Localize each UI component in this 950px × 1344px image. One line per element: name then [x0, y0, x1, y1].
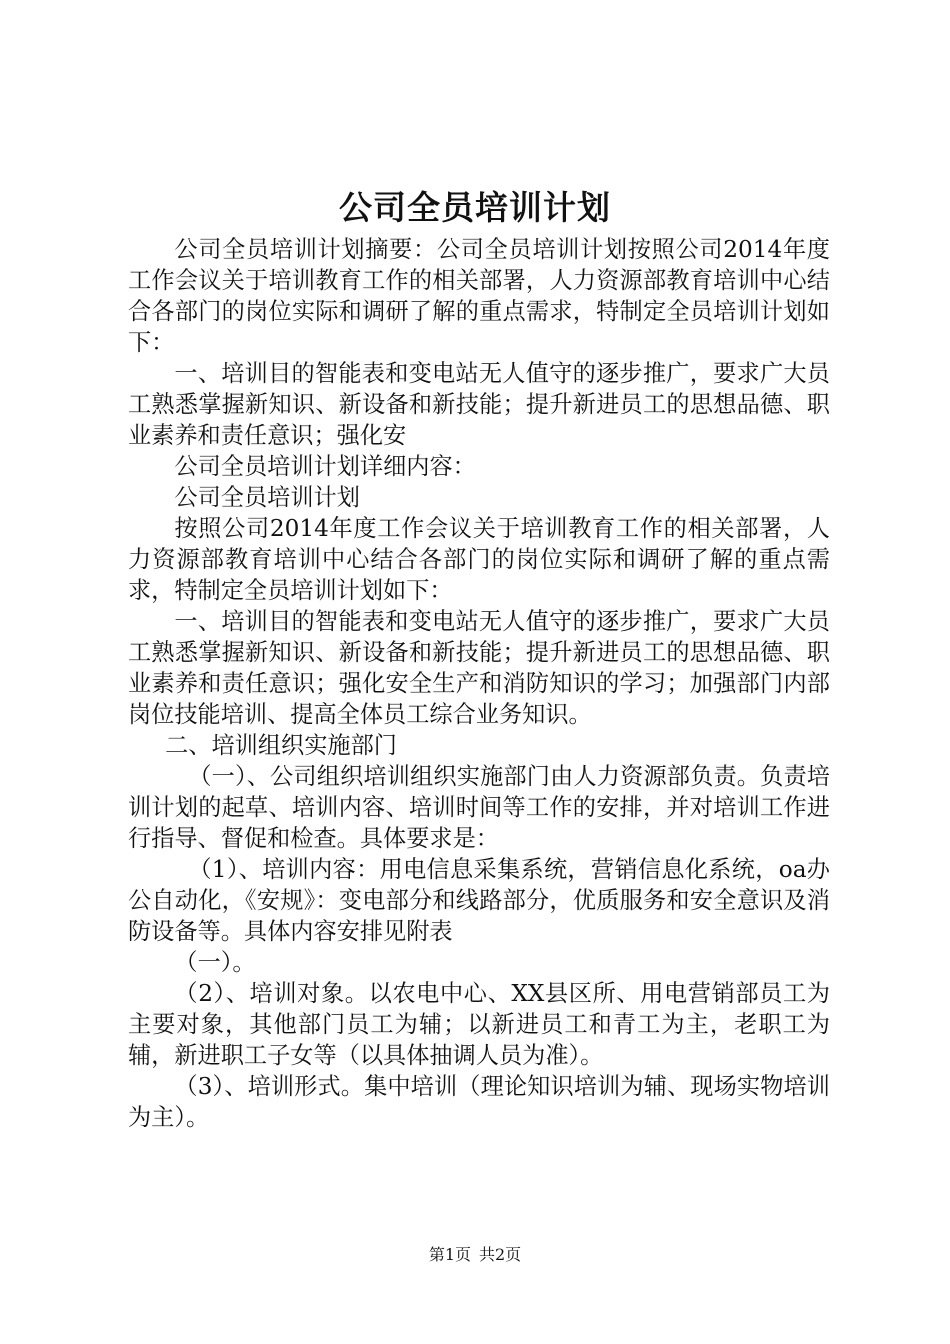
page-total: 共2页 [479, 1245, 522, 1264]
paragraph-item-1: （1）、培训内容：用电信息采集系统，营销信息化系统，oa办公自动化，《安规》：变电部分和线路部分，优质服务和安全意识及消防设备等。具体内容安排见附表 [128, 856, 830, 945]
paragraph-section-two-one: （一）、公司组织培训组织实施部门由人力资源部负责。负责培训计划的起草、培训内容、培训时间等工作的安排，并对培训工作进行指导、督促和检查。具体要求是： [128, 763, 830, 852]
page-footer [0, 1244, 950, 1266]
page-number: 第1页 [428, 1245, 471, 1264]
paragraph-summary: 公司全员培训计划摘要：公司全员培训计划按照公司2014年度工作会议关于培训教育工作的相关部署，人力资源部教育培训中心结合各部门的岗位实际和调研了解的重点需求，特制定全员培训计划如下： [128, 236, 830, 356]
paragraph-item-1-cont: （一）。 [174, 949, 256, 976]
paragraph-intro: 按照公司2014年度工作会议关于培训教育工作的相关部署，人力资源部教育培训中心结合各部门的岗位实际和调研了解的重点需求，特制定全员培训计划如下： [128, 515, 830, 604]
paragraph-plan-heading: 公司全员培训计划 [174, 484, 360, 511]
paragraph-purpose: 一、培训目的智能表和变电站无人值守的逐步推广，要求广大员工熟悉掌握新知识、新设备和新技能；提升新进员工的思想品德、职业素养和责任意识；强化安全生产和消防知识的学习；加强部门内部岗位技能培训、提高全体员工综合业务知识。 [128, 608, 830, 728]
document-body [128, 234, 830, 1133]
paragraph-section-two-heading: 二、培训组织实施部门 [165, 732, 397, 759]
paragraph-item-2: （2）、培训对象。以农电中心、XX县区所、用电营销部员工为主要对象，其他部门员工为辅；以新进员工和青工为主，老职工为辅，新进职工子女等（以具体抽调人员为准）。 [128, 980, 830, 1069]
paragraph-item-3: （3）、培训形式。集中培训（理论知识培训为辅、现场实物培训为主）。 [128, 1073, 830, 1131]
paragraph-details-heading: 公司全员培训计划详细内容： [174, 453, 476, 480]
paragraph-purpose-excerpt: 一、培训目的智能表和变电站无人值守的逐步推广，要求广大员工熟悉掌握新知识、新设备和新技能；提升新进员工的思想品德、职业素养和责任意识；强化安 [128, 360, 830, 449]
document-title: 公司全员培训计划 [339, 188, 611, 227]
